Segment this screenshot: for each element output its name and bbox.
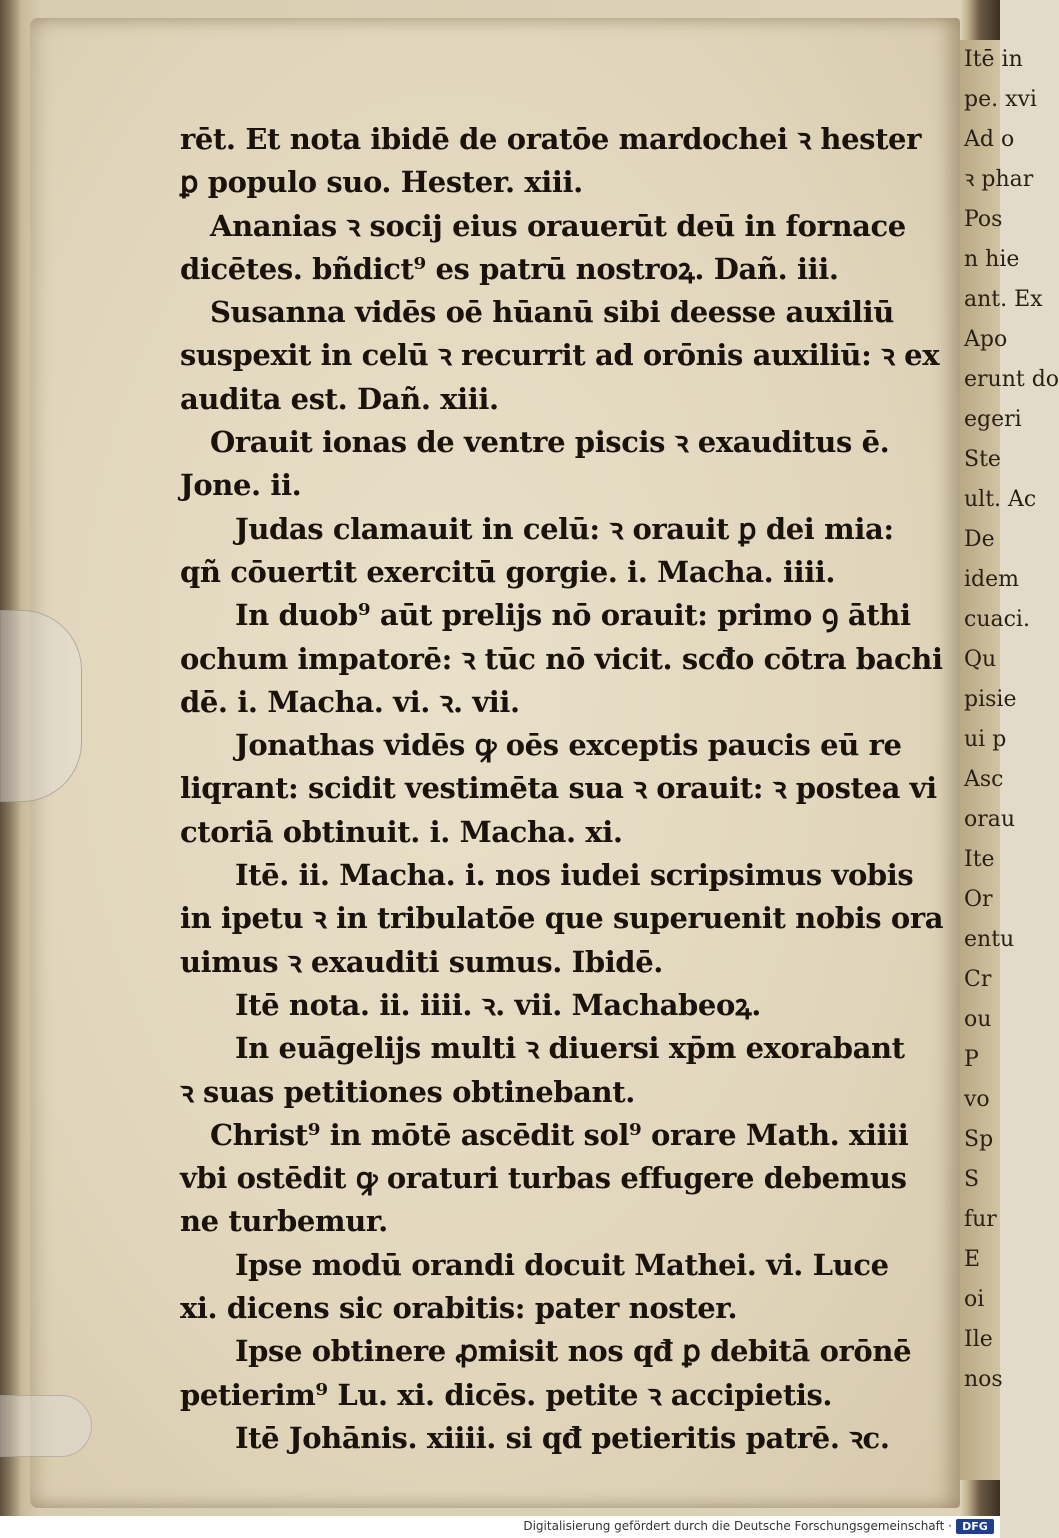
text-line: Judas clamauit in celū: ꝛ orauit ꝑ dei mia: [235, 511, 894, 546]
facing-page-fragment: ant. Ex [964, 287, 1043, 312]
facing-page-fragment: Ile [964, 1327, 993, 1352]
facing-page-fragment: pe. xvi [964, 87, 1037, 112]
text-line: ctoriā obtinuit. i. Macha. xi. [180, 814, 623, 849]
facing-page-fragment: Qu [964, 647, 997, 672]
text-line: audita est. Dañ. xiii. [180, 381, 499, 416]
facing-page-fragment: oi [964, 1287, 985, 1312]
facing-page-fragment: idem [964, 567, 1019, 592]
text-line: petierim⁹ Lu. xi. dicēs. petite ꝛ accipietis. [180, 1377, 833, 1412]
facing-page-fragment: Ad o [964, 127, 1015, 152]
facing-page-fragment: Sp [964, 1127, 994, 1152]
page-clip-lower [0, 1395, 92, 1457]
facing-page-fragment: P [964, 1047, 979, 1072]
facing-page-fragment: Asc [964, 767, 1004, 792]
facing-page-fragment: ui p [964, 727, 1007, 752]
facing-page-fragment: cuaci. [964, 607, 1030, 632]
text-line: Ipse modū orandi docuit Mathei. vi. Luce [235, 1247, 889, 1282]
text-line: ꝑ populo suo. Hester. xiii. [180, 165, 583, 200]
facing-page-fragment: ꝛ phar [964, 167, 1034, 192]
facing-page-fragment: ou [964, 1007, 992, 1032]
text-line: Christ⁹ in mōtē ascēdit sol⁹ orare Math. xiiii [210, 1117, 909, 1152]
funding-credit: Digitalisierung gefördert durch die Deutsche Forschungsgemeinschaft · [523, 1519, 952, 1533]
text-line: liqrant: scidit vestimēta sua ꝛ orauit: ꝛ postea vi [180, 771, 937, 806]
text-line: suspexit in celū ꝛ recurrit ad orōnis auxiliū: ꝛ ex [180, 338, 940, 373]
facing-page-fragment: E [964, 1247, 981, 1272]
facing-page-fragment: ult. Ac [964, 487, 1037, 512]
text-line: Itē Johānis. xiiii. si qđ petieritis patrē. ꝛc. [235, 1420, 890, 1455]
text-line: ne turbemur. [180, 1204, 388, 1239]
facing-page-fragment: Pos [964, 207, 1003, 232]
text-line: in ipetu ꝛ in tribulatōe que superuenit nobis ora [180, 901, 944, 936]
text-line: Jonathas vidēs ꝙ oēs exceptis paucis eū re [235, 728, 902, 763]
text-line: Ipse obtinere ꝓmisit nos qđ ꝑ debitā orōnē [235, 1334, 912, 1369]
text-line: In duob⁹ aūt prelijs nō orauit: primo ꝯ āthi [235, 598, 911, 633]
dfg-logo-icon: DFG [956, 1519, 994, 1534]
text-line: qñ cōuertit exercitū gorgie. i. Macha. iiii. [180, 554, 836, 589]
text-line: vbi ostēdit ꝙ oraturi turbas effugere debemus [180, 1161, 907, 1196]
facing-page-fragment: De [964, 527, 995, 552]
text-line: Jone. ii. [180, 468, 302, 503]
footer-bar [0, 1516, 1000, 1538]
facing-page-fragment: erunt do [964, 367, 1059, 392]
facing-page-fragment: Ite [964, 847, 995, 872]
text-line: uimus ꝛ exauditi sumus. Ibidē. [180, 944, 663, 979]
facing-page-fragment: Apo [964, 327, 1008, 352]
text-line: dē. i. Macha. vi. ꝛ. vii. [180, 684, 520, 719]
facing-page-fragment: Or [964, 887, 993, 912]
text-line: ꝛ suas petitiones obtinebant. [180, 1074, 635, 1109]
text-line: Susanna vidēs oē hūanū sibi deesse auxiliū [210, 295, 894, 330]
facing-page-fragment: egeri [964, 407, 1022, 432]
facing-page-fragment: S [964, 1167, 980, 1192]
facing-page-fragment: n hie [964, 247, 1020, 272]
facing-page-fragment: pisie [964, 687, 1017, 712]
facing-page-fragment: entu [964, 927, 1015, 952]
text-line: xi. dicens sic orabitis: pater noster. [180, 1291, 738, 1326]
facing-page-fragment: Cr [964, 967, 992, 992]
text-line: dicētes. bñdict⁹ es patrū nostroꝝ. Dañ. iii. [180, 251, 839, 286]
facing-page-fragment: nos [964, 1367, 1003, 1392]
text-line: Itē. ii. Macha. i. nos iudei scripsimus vobis [235, 858, 914, 893]
facing-page-fragment: orau [964, 807, 1016, 832]
text-line: In euāgelijs multi ꝛ diuersi xp̄m exorabant [235, 1031, 905, 1066]
page-clip [0, 610, 82, 802]
facing-page-fragment: fur [964, 1207, 997, 1232]
text-line: Ananias ꝛ socij eius orauerūt deū in fornace [210, 208, 906, 243]
facing-page-fragment: vo [964, 1087, 990, 1112]
page-text-block [180, 118, 944, 1460]
text-line: rēt. Et nota ibidē de oratōe mardochei ꝛ hester [180, 122, 921, 156]
facing-page-fragment: Ste [964, 447, 1001, 472]
text-line: Itē nota. ii. iiii. ꝛ. vii. Machabeoꝝ. [235, 987, 761, 1022]
text-line: ochum impatorē: ꝛ tūc nō vicit. scđo cōtra bachi [180, 641, 943, 676]
facing-page-fragment: Itē in [964, 47, 1023, 72]
facing-page-edge [960, 40, 1059, 1480]
text-line: Orauit ionas de ventre piscis ꝛ exauditus ē. [210, 425, 890, 460]
